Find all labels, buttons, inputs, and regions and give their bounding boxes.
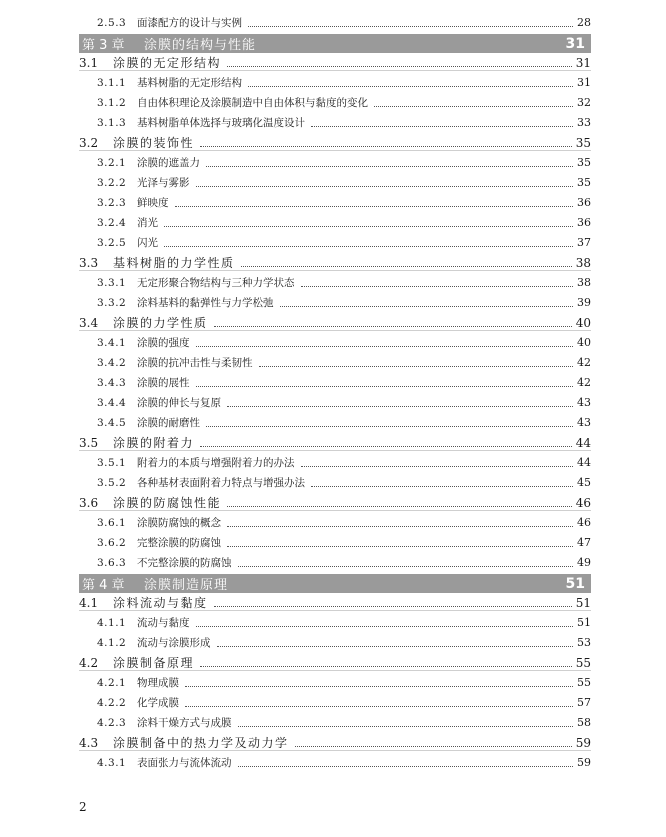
- entry-page-number: 47: [577, 536, 591, 549]
- entry-number: 4.1: [79, 596, 99, 610]
- dot-leader: [200, 146, 572, 147]
- toc-subsection-entry[interactable]: [79, 710, 591, 730]
- entry-title: 涂膜的伸长与复原: [137, 397, 221, 409]
- entry-page-number: 59: [575, 736, 591, 750]
- toc-subsection-entry[interactable]: [79, 670, 591, 690]
- toc-subsection-entry[interactable]: [79, 370, 591, 390]
- dot-leader: [311, 486, 573, 487]
- entry-page-number: 53: [577, 636, 591, 649]
- dot-leader: [241, 266, 572, 267]
- entry-page-number: 35: [577, 176, 591, 189]
- dot-leader: [374, 106, 573, 107]
- toc-subsection-entry[interactable]: [79, 610, 591, 630]
- dot-leader: [280, 306, 574, 307]
- entry-page-number: 51: [575, 596, 591, 610]
- entry-number: 3.2.3: [97, 197, 127, 209]
- entry-title: 鲜映度: [137, 197, 169, 209]
- entry-number: 3.6.3: [97, 557, 127, 569]
- entry-number: 3.1: [79, 56, 99, 70]
- toc-section-entry[interactable]: [79, 650, 591, 671]
- entry-number: 3.6: [79, 496, 99, 510]
- dot-leader: [295, 746, 572, 747]
- entry-number: 3.4.1: [97, 337, 127, 349]
- entry-number: 4.1.1: [97, 617, 127, 629]
- toc-subsection-entry[interactable]: [79, 750, 591, 770]
- chapter-label: 第 4 章: [82, 578, 125, 593]
- toc-section-entry[interactable]: [79, 310, 591, 331]
- entry-number: 3.2.4: [97, 217, 127, 229]
- entry-page-number: 40: [577, 336, 591, 349]
- dot-leader: [196, 346, 574, 347]
- entry-title: 化学成膜: [137, 697, 179, 709]
- entry-number: 3.5: [79, 436, 99, 450]
- entry-number: 3.4.2: [97, 357, 127, 369]
- entry-title: 涂膜防腐蚀的概念: [137, 517, 221, 529]
- dot-leader: [214, 326, 572, 327]
- toc-subsection-entry[interactable]: [79, 550, 591, 570]
- entry-page-number: 36: [577, 196, 591, 209]
- entry-number: 3.5.2: [97, 477, 127, 489]
- entry-number: 3.6.1: [97, 517, 127, 529]
- toc-subsection-entry[interactable]: [79, 270, 591, 290]
- toc-subsection-entry[interactable]: [79, 470, 591, 490]
- entry-page-number: 38: [577, 276, 591, 289]
- entry-page-number: 55: [577, 676, 591, 689]
- entry-page-number: 35: [577, 156, 591, 169]
- entry-page-number: 44: [575, 436, 591, 450]
- toc-subsection-entry[interactable]: [79, 410, 591, 430]
- entry-number: 4.3.1: [97, 757, 127, 769]
- toc-section-entry[interactable]: [79, 730, 591, 751]
- entry-number: 3.1.2: [97, 97, 127, 109]
- entry-page-number: 28: [577, 16, 591, 29]
- entry-title: 涂膜的耐磨性: [137, 417, 200, 429]
- entry-number: 2.5.3: [97, 17, 127, 29]
- entry-title: 涂膜的附着力: [113, 436, 195, 450]
- toc-subsection-entry[interactable]: [79, 630, 591, 650]
- entry-title: 涂膜的展性: [137, 377, 190, 389]
- entry-title: 涂膜的装饰性: [113, 136, 195, 150]
- entry-title: 涂膜的防腐蚀性能: [113, 496, 222, 510]
- entry-title: 不完整涂膜的防腐蚀: [137, 557, 232, 569]
- entry-number: 4.2: [79, 656, 99, 670]
- chapter-label: 第 3 章: [82, 38, 125, 53]
- toc-subsection-entry[interactable]: [79, 70, 591, 90]
- toc-subsection-entry[interactable]: [79, 450, 591, 470]
- entry-number: 4.3: [79, 736, 99, 750]
- dot-leader: [238, 766, 574, 767]
- entry-title: 涂料干燥方式与成膜: [137, 717, 232, 729]
- entry-page-number: 46: [575, 496, 591, 510]
- chapter-title: 涂膜制造原理: [144, 578, 229, 593]
- entry-page-number: 42: [577, 356, 591, 369]
- entry-title: 物理成膜: [137, 677, 179, 689]
- toc-subsection-entry[interactable]: [79, 690, 591, 710]
- entry-title: 闪光: [137, 237, 158, 249]
- entry-number: 3.3.2: [97, 297, 127, 309]
- toc-subsection-entry[interactable]: [79, 510, 591, 530]
- toc-subsection-entry[interactable]: [79, 190, 591, 210]
- toc-section-entry[interactable]: [79, 250, 591, 271]
- chapter-title: 涂膜的结构与性能: [144, 38, 257, 53]
- dot-leader: [311, 126, 573, 127]
- dot-leader: [227, 546, 573, 547]
- dot-leader: [185, 706, 573, 707]
- dot-leader: [238, 566, 574, 567]
- dot-leader: [301, 466, 574, 467]
- entry-title: 完整涂膜的防腐蚀: [137, 537, 221, 549]
- entry-title: 基料树脂的无定形结构: [137, 77, 242, 89]
- toc-section-entry[interactable]: [79, 430, 591, 451]
- entry-number: 3.4.3: [97, 377, 127, 389]
- entry-page-number: 31: [575, 56, 591, 70]
- entry-title: 涂膜的强度: [137, 337, 190, 349]
- entry-page-number: 40: [575, 316, 591, 330]
- entry-title: 涂膜的无定形结构: [113, 56, 222, 70]
- dot-leader: [301, 286, 574, 287]
- entry-number: 3.1.1: [97, 77, 127, 89]
- entry-page-number: 49: [577, 556, 591, 569]
- dot-leader: [259, 366, 574, 367]
- dot-leader: [196, 386, 574, 387]
- entry-page-number: 37: [577, 236, 591, 249]
- entry-number: 3.4.5: [97, 417, 127, 429]
- entry-title: 表面张力与流体流动: [137, 757, 232, 769]
- entry-title: 涂膜制备原理: [113, 656, 195, 670]
- entry-page-number: 32: [577, 96, 591, 109]
- entry-title: 基料树脂单体选择与玻璃化温度设计: [137, 117, 305, 129]
- dot-leader: [227, 406, 573, 407]
- dot-leader: [217, 646, 574, 647]
- toc-subsection-entry[interactable]: [79, 350, 591, 370]
- toc-subsection-entry[interactable]: [79, 390, 591, 410]
- toc-subsection-entry[interactable]: [79, 150, 591, 170]
- entry-title: 涂膜的遮盖力: [137, 157, 200, 169]
- toc-section-entry[interactable]: [79, 130, 591, 151]
- toc-subsection-entry[interactable]: [79, 210, 591, 230]
- entry-number: 4.2.1: [97, 677, 127, 689]
- dot-leader: [164, 226, 573, 227]
- page-number: 2: [79, 800, 87, 814]
- entry-number: 3.4: [79, 316, 99, 330]
- entry-title: 涂料流动与黏度: [113, 596, 208, 610]
- entry-title: 自由体积理论及涂膜制造中自由体积与黏度的变化: [137, 97, 368, 109]
- dot-leader: [227, 66, 572, 67]
- toc-subsection-entry[interactable]: [79, 230, 591, 250]
- toc-subsection-entry[interactable]: [79, 170, 591, 190]
- entry-number: 4.2.2: [97, 697, 127, 709]
- toc-subsection-entry[interactable]: [79, 290, 591, 310]
- entry-number: 3.1.3: [97, 117, 127, 129]
- entry-number: 4.1.2: [97, 637, 127, 649]
- dot-leader: [200, 666, 572, 667]
- entry-title: 流动与涂膜形成: [137, 637, 211, 649]
- entry-page-number: 38: [575, 256, 591, 270]
- entry-number: 4.2.3: [97, 717, 127, 729]
- dot-leader: [196, 186, 574, 187]
- dot-leader: [164, 246, 573, 247]
- entry-page-number: 45: [577, 476, 591, 489]
- entry-number: 3.3.1: [97, 277, 127, 289]
- entry-title: 涂膜制备中的热力学及动力学: [113, 736, 289, 750]
- entry-number: 3.6.2: [97, 537, 127, 549]
- dot-leader: [214, 606, 572, 607]
- toc-subsection-entry[interactable]: [79, 330, 591, 350]
- entry-number: 3.2: [79, 136, 99, 150]
- entry-page-number: 43: [577, 396, 591, 409]
- entry-title: 涂膜的力学性质: [113, 316, 208, 330]
- entry-title: 涂料基料的黏弹性与力学松弛: [137, 297, 274, 309]
- entry-title: 基料树脂的力学性质: [113, 256, 235, 270]
- entry-number: 3.2.1: [97, 157, 127, 169]
- entry-title: 涂膜的抗冲击性与柔韧性: [137, 357, 253, 369]
- dot-leader: [206, 426, 573, 427]
- dot-leader: [248, 26, 573, 27]
- toc-section-entry[interactable]: [79, 590, 591, 611]
- chapter-page-number: 51: [565, 575, 585, 592]
- dot-leader: [200, 446, 572, 447]
- toc-subsection-entry[interactable]: [79, 10, 591, 30]
- entry-page-number: 57: [577, 696, 591, 709]
- entry-page-number: 31: [577, 76, 591, 89]
- entry-page-number: 35: [575, 136, 591, 150]
- dot-leader: [227, 526, 573, 527]
- entry-number: 3.5.1: [97, 457, 127, 469]
- entry-title: 光泽与雾影: [137, 177, 190, 189]
- entry-title: 消光: [137, 217, 158, 229]
- entry-title: 流动与黏度: [137, 617, 190, 629]
- toc-section-entry[interactable]: [79, 50, 591, 71]
- toc-subsection-entry[interactable]: [79, 110, 591, 130]
- dot-leader: [248, 86, 573, 87]
- dot-leader: [238, 726, 574, 727]
- entry-page-number: 59: [577, 756, 591, 769]
- toc-section-entry[interactable]: [79, 490, 591, 511]
- dot-leader: [196, 626, 574, 627]
- entry-page-number: 46: [577, 516, 591, 529]
- entry-title: 面漆配方的设计与实例: [137, 17, 242, 29]
- dot-leader: [175, 206, 574, 207]
- dot-leader: [185, 686, 573, 687]
- entry-number: 3.4.4: [97, 397, 127, 409]
- entry-page-number: 51: [577, 616, 591, 629]
- entry-title: 附着力的本质与增强附着力的办法: [137, 457, 295, 469]
- entry-number: 3.3: [79, 256, 99, 270]
- entry-page-number: 33: [577, 116, 591, 129]
- entry-page-number: 43: [577, 416, 591, 429]
- entry-title: 无定形聚合物结构与三种力学状态: [137, 277, 295, 289]
- entry-page-number: 44: [577, 456, 591, 469]
- entry-number: 3.2.5: [97, 237, 127, 249]
- entry-title: 各种基材表面附着力特点与增强办法: [137, 477, 305, 489]
- entry-number: 3.2.2: [97, 177, 127, 189]
- dot-leader: [227, 506, 572, 507]
- entry-page-number: 55: [575, 656, 591, 670]
- chapter-page-number: 31: [565, 35, 585, 52]
- dot-leader: [206, 166, 573, 167]
- toc-subsection-entry[interactable]: [79, 530, 591, 550]
- entry-page-number: 58: [577, 716, 591, 729]
- entry-page-number: 42: [577, 376, 591, 389]
- toc-subsection-entry[interactable]: [79, 90, 591, 110]
- entry-page-number: 36: [577, 216, 591, 229]
- entry-page-number: 39: [577, 296, 591, 309]
